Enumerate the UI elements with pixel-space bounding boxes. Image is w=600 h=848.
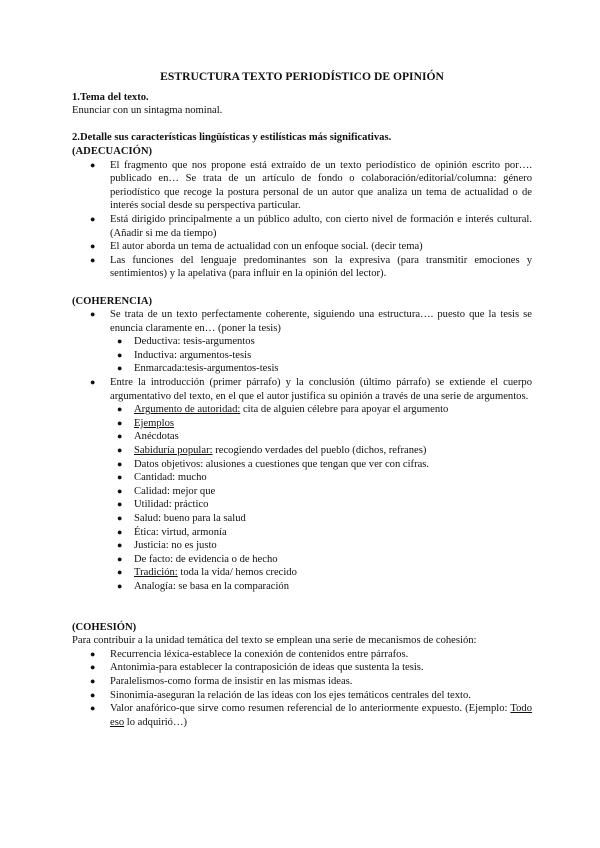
list-item: ● Sabiduría popular: recogiendo verdades del pueblo (dichos, refranes) (117, 445, 427, 457)
section-2-heading: 2.Detalle sus características lingüísticas y estilísticas más significativas. (72, 132, 392, 144)
list-item: ● Entre la introducción (primer párrafo) y la conclusión (último párrafo) se extiende el cuerpo argumentativo del texto, en el que el autor justifica su opinión a través de una serie de argumentos. (90, 377, 532, 402)
list-item: ● De facto: de evidencia o de hecho (117, 553, 278, 565)
list-item: ● El fragmento que nos propone está extraído de un texto periodístico de opinión escrito por…. publicado en… Se trata de un artículo de fondo o colaboración/editorial/columna: género periodístico que recoge la postura personal de un autor que analiza un tema de actualidad o de interés social desde su perspectiva particular. (90, 159, 532, 212)
coherencia-label: (COHERENCIA) (72, 295, 153, 307)
list-item: ● El autor aborda un tema de actualidad con un enfoque social. (decir tema) (90, 241, 423, 253)
list-item: ● Enmarcada:tesis-argumentos-tesis (117, 363, 279, 375)
cohesion-label: (COHESIÓN) (72, 621, 137, 633)
list-item: ● Las funciones del lenguaje predominantes son la expresiva (para transmitir emociones y sentimientos) y la apelativa (para influir en la opinión del lector). (90, 254, 532, 280)
list-item: ● Analogía: se basa en la comparación (117, 580, 290, 592)
document-page (72, 70, 532, 729)
list-item: ● Datos objetivos: alusiones a cuestiones que tengan que ver con cifras. (117, 458, 430, 470)
adecuacion-list (72, 159, 532, 281)
list-item: ● Está dirigido principalmente a un público adulto, con cierto nivel de formación e interés cultural. (Añadir si me da tiempo) (90, 213, 532, 239)
coherencia-list-2 (72, 376, 532, 403)
list-item: ● Recurrencia léxica-establece la conexión de contenidos entre párrafos. (90, 648, 409, 660)
list-item: ● Calidad: mejor que (117, 485, 216, 497)
list-item: ● Anécdotas (117, 431, 179, 443)
coherencia-list (72, 308, 532, 335)
list-item: ● Justicia: no es justo (117, 540, 217, 552)
list-item: ● Inductiva: argumentos-tesis (117, 349, 252, 361)
list-item: ● Antonimia-para establecer la contraposición de ideas que sustenta la tesis. (90, 662, 424, 674)
list-item: ● Ejemplos (117, 417, 175, 429)
cohesion-list (72, 648, 532, 730)
list-item: ● Se trata de un texto perfectamente coherente, siguiendo una estructura…. puesto que la tesis se enuncia claramente en… (poner la tesis) (90, 309, 532, 334)
argumentos-list (72, 403, 532, 593)
list-item: ● Paralelismos-como forma de insistir en las mismas ideas. (90, 675, 353, 687)
cohesion-intro: Para contribuir a la unidad temática del texto se emplean una serie de mecanismos de cohesión: (72, 635, 477, 647)
list-item: ● Cantidad: mucho (117, 472, 207, 484)
list-item: ● Tradición: toda la vida/ hemos crecido (117, 567, 297, 579)
estructuras-list (72, 335, 532, 376)
list-item: ● Argumento de autoridad: cita de alguien célebre para apoyar el argumento (117, 404, 449, 416)
list-item: ● Valor anafórico-que sirve como resumen referencial de lo anteriormente expuesto. (Ejemplo: Todo eso lo adquirió…) (90, 703, 532, 728)
list-item: ● Salud: bueno para la salud (117, 513, 246, 524)
list-item: ● Sinonimia-aseguran la relación de las ideas con los ejes temáticos centrales del texto. (90, 689, 471, 701)
list-item: ● Deductiva: tesis-argumentos (117, 336, 255, 348)
list-item: ● Utilidad: práctico (117, 499, 209, 511)
section-1-text: Enunciar con un sintagma nominal. (72, 105, 223, 117)
document-title: ESTRUCTURA TEXTO PERIODÍSTICO DE OPINIÓN (160, 70, 444, 83)
adecuacion-label: (ADECUACIÓN) (72, 145, 153, 157)
section-1-heading: 1.Tema del texto. (72, 91, 149, 103)
list-item: ● Ética: virtud, armonía (117, 526, 227, 538)
